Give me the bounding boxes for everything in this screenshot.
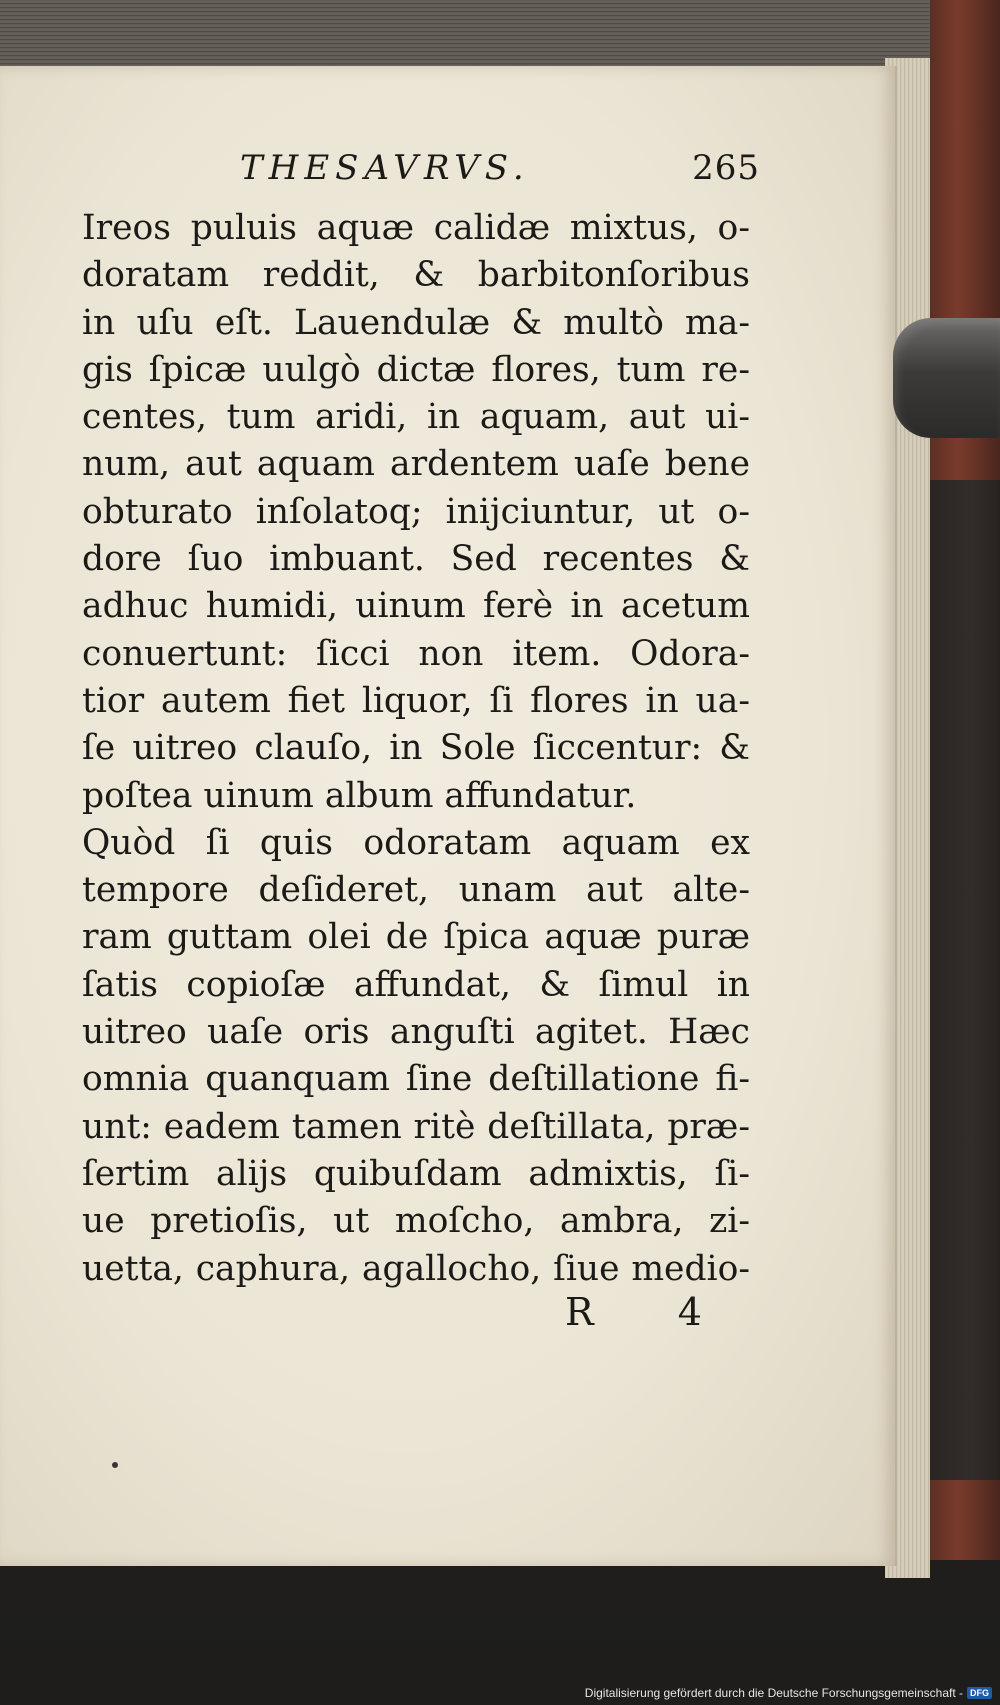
text-line: centes, tum aridi, in aquam, aut ui- xyxy=(82,397,750,438)
ink-spot xyxy=(112,1462,118,1468)
running-title: THESAVRVS. xyxy=(240,148,530,188)
body-text xyxy=(82,205,750,1293)
text-line: Ireos puluis aquæ calidæ mixtus, o- xyxy=(82,208,750,248)
text-line: ſatis copioſæ affundat, & ſimul in xyxy=(82,964,750,1005)
text-line: dore ſuo imbuant. Sed recentes & xyxy=(82,539,750,580)
book-cover-right xyxy=(930,0,1000,1560)
page-header xyxy=(240,148,760,198)
text-line: uitreo uaſe oris anguſti agitet. Hæc xyxy=(82,1012,750,1053)
dfg-logo-icon: DFG xyxy=(967,1687,992,1699)
text-line: omnia quanquam ſine deſtillatione fi- xyxy=(82,1059,750,1100)
footer-bar xyxy=(0,1680,1000,1705)
text-line: in uſu eſt. Lauendulæ & multò ma- xyxy=(82,302,750,343)
text-line: poſtea uinum album affundatur. xyxy=(82,775,637,816)
text-line: tior autem fiet liquor, ſi flores in ua- xyxy=(82,680,750,721)
page-number: 265 xyxy=(692,148,760,188)
text-line: ram guttam olei de ſpica aquæ puræ xyxy=(82,917,750,958)
text-line: adhuc humidi, uinum ferè in acetum xyxy=(82,586,750,627)
book-top-edge xyxy=(0,0,945,70)
text-line: Quòd ſi quis odoratam aquam ex xyxy=(82,822,750,863)
text-line: unt: eadem tamen ritè deſtillata, præ- xyxy=(82,1106,750,1147)
text-line: gis ſpicæ uulgò dictæ flores, tum re- xyxy=(82,349,750,390)
signature-mark: R 4 xyxy=(565,1290,738,1334)
text-line: tempore deſideret, unam aut alte- xyxy=(82,870,750,911)
text-line: uetta, caphura, agallocho, ſiue medio- xyxy=(82,1248,750,1289)
text-line: doratam reddit, & barbitonſoribus xyxy=(82,255,750,296)
text-line: ſe uitreo clauſo, in Sole ſiccentur: & xyxy=(82,728,750,769)
text-line: ue pretioſis, ut moſcho, ambra, zi- xyxy=(82,1201,750,1242)
footer-credit: Digitalisierung gefördert durch die Deutsche Forschungsgemeinschaft - xyxy=(584,1685,963,1700)
book-clasp xyxy=(893,318,1000,438)
text-line: obturato inſolatoq; inijciuntur, ut o- xyxy=(82,491,750,532)
text-line: conuertunt: ſicci non item. Odora- xyxy=(82,633,750,674)
text-line: num, aut aquam ardentem uaſe bene xyxy=(82,444,750,485)
text-line: ſertim alijs quibuſdam admixtis, ſi- xyxy=(82,1153,750,1194)
